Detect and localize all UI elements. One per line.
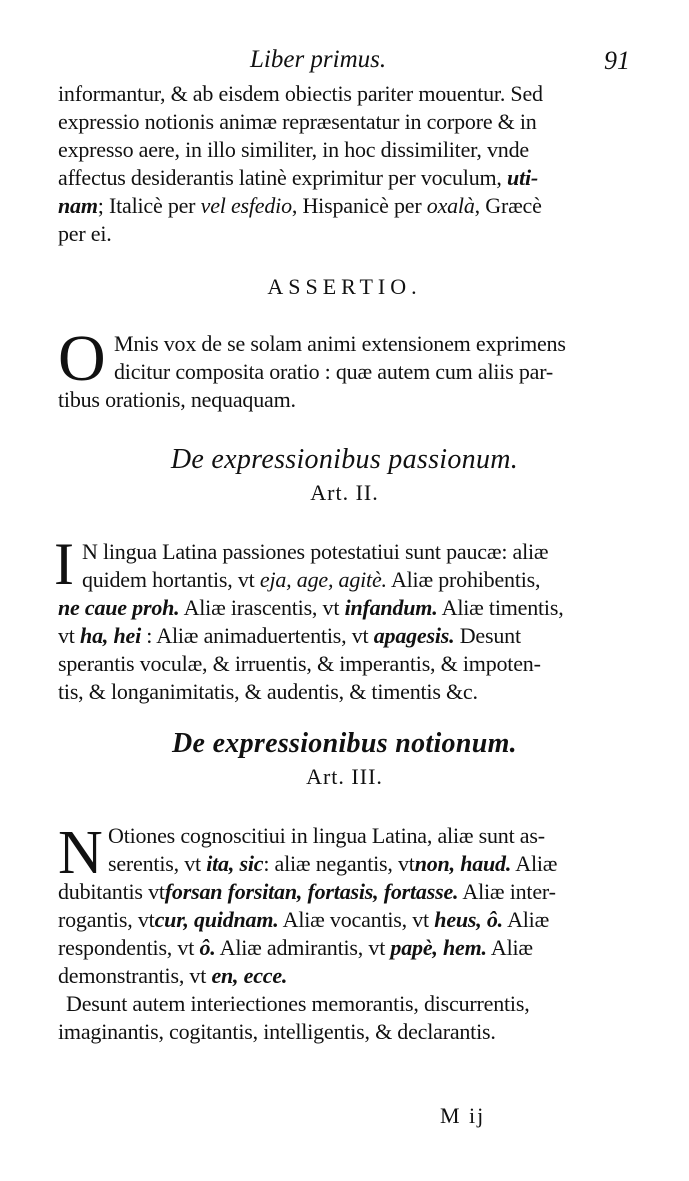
- section-1-line-3-text-2: Aliæ timentis,: [441, 595, 564, 620]
- intro-line-3: expresso aere, in illo similiter, in hoc dissimiliter, vnde: [58, 137, 529, 162]
- section-2-line-4-terms-2: heus, ô.: [434, 907, 503, 932]
- intro-line-6: per ei.: [58, 221, 112, 246]
- intro-line-4-text: affectus desiderantis latinè exprimitur per voculum,: [58, 165, 502, 190]
- intro-line-5-text-2: , Hispanicè per: [291, 193, 422, 218]
- section-2-line-8: imaginantis, cogitantis, intelligentis, & declarantis.: [58, 1019, 496, 1044]
- section-2-line-5-text-2: Aliæ admirantis, vt: [219, 935, 386, 960]
- section-1-line-3: [58, 594, 641, 622]
- section-2-line-4: [58, 906, 641, 934]
- section-1-line-4-text-3: Desunt: [459, 623, 521, 648]
- intro-line-4-term: uti-: [507, 165, 539, 190]
- section-2-line-7: Desunt autem interiectiones memorantis, discurrentis,: [66, 991, 530, 1016]
- section-2-line-3-text-2: Aliæ inter-: [462, 879, 556, 904]
- section-1-line-4-text-2: : Aliæ animaduertentis, vt: [146, 623, 369, 648]
- section-2-article: Art. III.: [306, 764, 383, 789]
- section-1-dropcap: I: [54, 531, 74, 597]
- section-2-line-1: Otiones cognoscitiui in lingua Latina, aliæ sunt as-: [108, 823, 545, 848]
- section-2-line-2-terms-1: ita, sic: [206, 851, 264, 876]
- section-1-line-3-terms-2: infandum.: [344, 595, 438, 620]
- section-2-line-3: [58, 878, 641, 906]
- section-1-line-2-text-2: Aliæ prohibentis,: [390, 567, 541, 592]
- section-1-article: Art. II.: [310, 480, 379, 505]
- section-1-line-4-terms-1: ha, hei: [80, 623, 141, 648]
- section-2-title: De expressionibus notionum.: [172, 728, 517, 759]
- section-2-line-4-text-2: Aliæ vocantis, vt: [282, 907, 429, 932]
- intro-line-1: informantur, & ab eisdem obiectis pariter mouentur. Sed: [58, 81, 543, 106]
- section-1-line-3-terms-1: ne caue proh.: [58, 595, 180, 620]
- assertio-line-2: dicitur composita oratio : quæ autem cum aliis par-: [114, 359, 554, 384]
- section-1-line-2: [82, 566, 641, 594]
- section-1-line-5: sperantis voculæ, & irruentis, & imperantis, & impoten-: [58, 651, 541, 676]
- intro-line-5-text-1: ; Italicè per: [97, 193, 196, 218]
- assertio-line-1: Mnis vox de se solam animi extensionem exprimens: [114, 331, 566, 356]
- section-2-line-6-text-1: demonstrantis, vt: [58, 963, 207, 988]
- section-2-line-3-text-1: dubitantis vt: [58, 879, 165, 904]
- section-2-line-2-terms-2: non, haud.: [414, 851, 512, 876]
- intro-line-5: [58, 192, 641, 220]
- section-1-line-2-terms: eja, age, agitè.: [259, 567, 387, 592]
- section-1-title: De expressionibus passionum.: [170, 444, 519, 475]
- section-2-line-2-text-2: : aliæ negantis, vt: [263, 851, 415, 876]
- section-2-line-4-text-1: rogantis, vt: [58, 907, 155, 932]
- section-2-line-6: [58, 962, 641, 990]
- section-2-line-5-terms-1: ô.: [199, 935, 216, 960]
- section-1-line-1: N lingua Latina passiones potestatiui sunt paucæ: aliæ: [82, 539, 549, 564]
- intro-line-5-term-2: vel esfedio: [200, 193, 292, 218]
- intro-line-2: expressio notionis animæ repræsentatur in corpore & in: [58, 109, 537, 134]
- assertio-line-3: tibus orationis, nequaquam.: [58, 387, 296, 412]
- intro-line-4: [58, 164, 641, 192]
- intro-line-5-term-3: oxalà: [426, 193, 475, 218]
- section-1-line-6: tis, & longanimitatis, & audentis, & timentis &c.: [58, 679, 478, 704]
- section-2-line-2: [108, 850, 641, 878]
- section-2-dropcap: N: [58, 819, 103, 887]
- section-1-line-4: [58, 622, 641, 650]
- intro-line-5-text-3: , Græcè: [474, 193, 542, 218]
- assertio-heading: ASSERTIO.: [267, 274, 422, 299]
- section-1-line-2-text-1: quidem hortantis, vt: [82, 567, 255, 592]
- section-1-line-3-text-1: Aliæ irascentis, vt: [183, 595, 340, 620]
- section-2-line-5-text-3: Aliæ: [490, 935, 533, 960]
- section-2-line-5: [58, 934, 641, 962]
- intro-line-5-term-1: nam: [58, 193, 98, 218]
- section-2-line-3-terms: forsan forsitan, fortasis, fortasse.: [164, 879, 459, 904]
- section-2-line-4-text-3: Aliæ: [507, 907, 550, 932]
- running-title: Liber primus.: [250, 46, 387, 73]
- assertio-dropcap: O: [58, 322, 106, 395]
- section-2-line-4-terms-1: cur, quidnam.: [154, 907, 279, 932]
- section-2-line-5-terms-2: papè, hem.: [390, 935, 487, 960]
- section-1-line-4-terms-2: apagesis.: [373, 623, 455, 648]
- section-2-line-5-text-1: respondentis, vt: [58, 935, 195, 960]
- section-2-line-2-text-1: serentis, vt: [108, 851, 201, 876]
- section-2-line-6-terms: en, ecce.: [211, 963, 288, 988]
- signature-mark: M ij: [440, 1103, 486, 1128]
- page-number: 91: [604, 46, 630, 75]
- section-1-line-4-text-1: vt: [58, 623, 75, 648]
- section-2-line-2-text-3: Aliæ: [515, 851, 558, 876]
